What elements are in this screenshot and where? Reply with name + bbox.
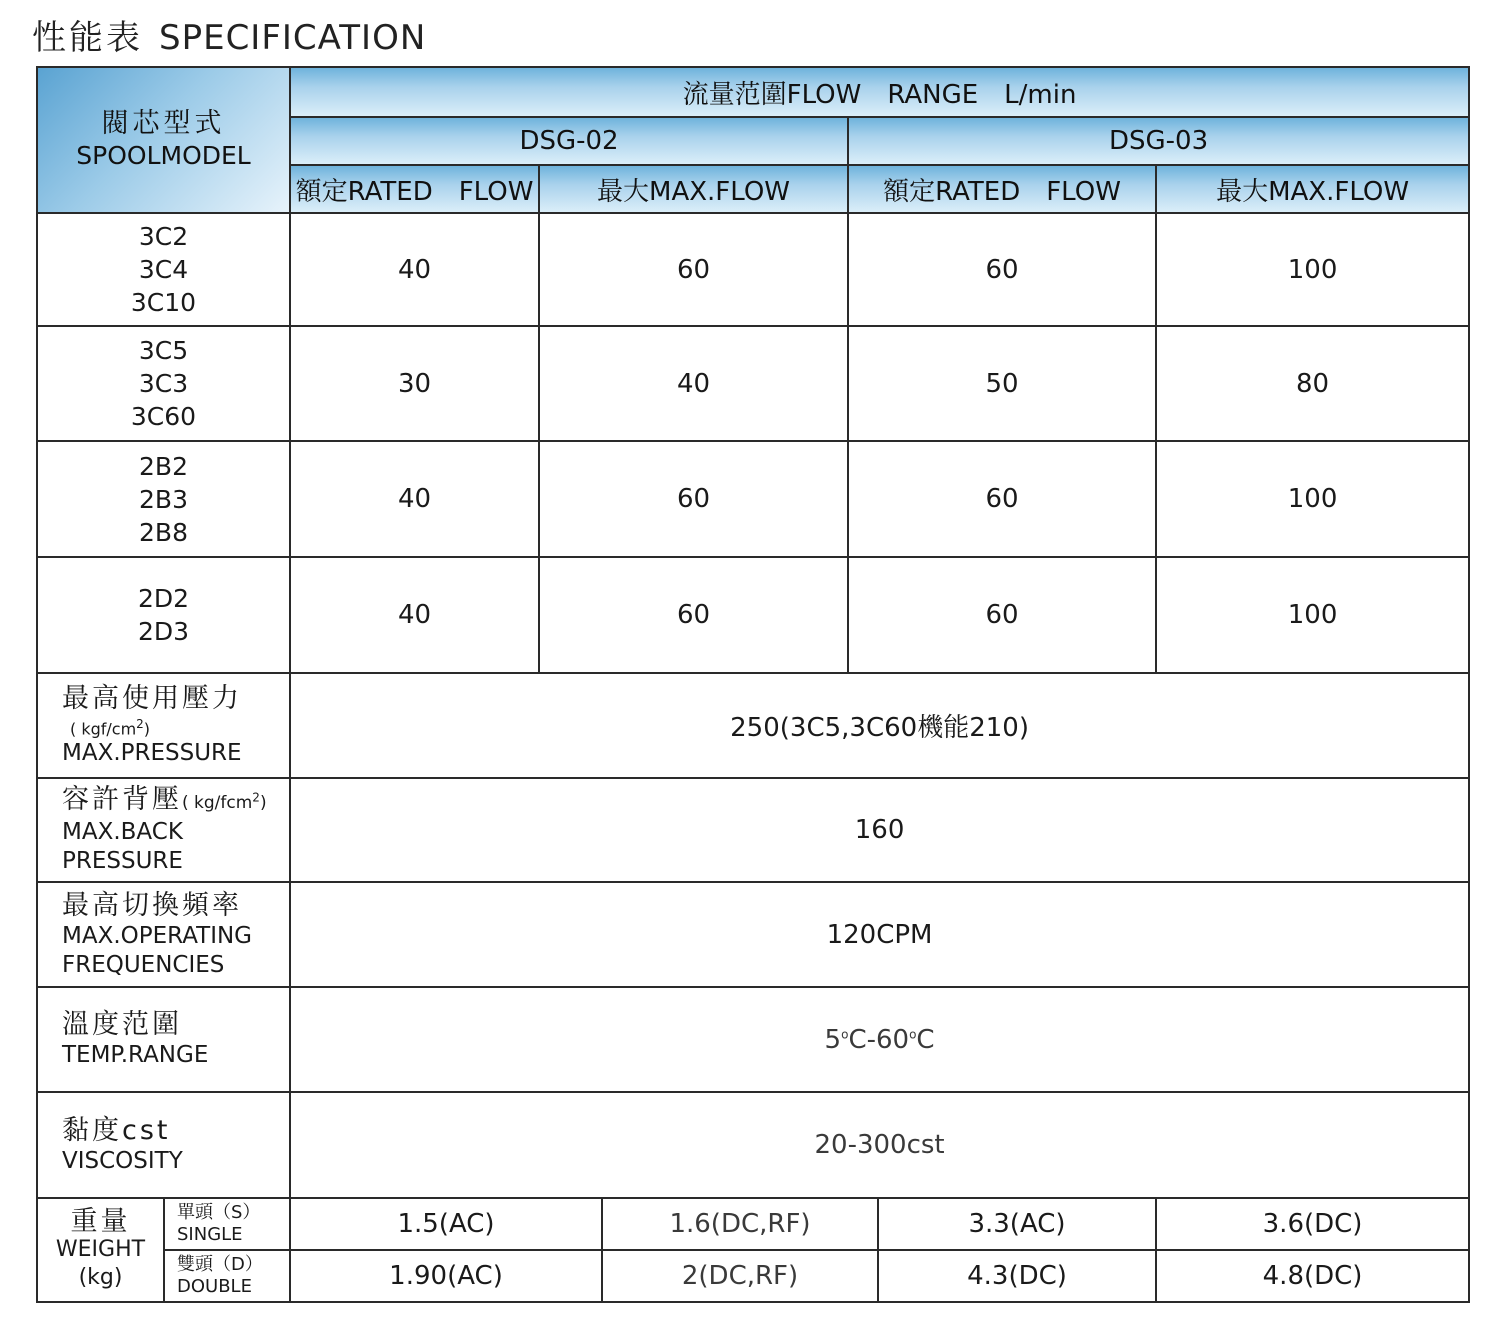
temperature-value (290, 987, 1469, 1092)
back-pressure-label-zh: 容許背壓 (62, 784, 182, 816)
spool-code: 3C2 (138, 222, 189, 251)
page-title-en: SPECIFICATION (159, 18, 427, 58)
table-row (37, 441, 1469, 557)
table-row (37, 326, 1469, 441)
frequency-label (37, 882, 290, 987)
frequency-label-zh: 最高切換頻率 (62, 889, 242, 921)
max-flow-header: 最大MAX.FLOW (539, 165, 848, 213)
single-label (164, 1198, 290, 1250)
spool-cell (37, 326, 290, 441)
spec-row-pressure (37, 673, 1469, 778)
weight-value: 1.6(DC,RF) (602, 1198, 878, 1250)
flow-value: 60 (539, 213, 848, 326)
back-pressure-label-en2: PRESSURE (62, 848, 183, 875)
spec-row-back-pressure (37, 778, 1469, 882)
flow-value: 80 (1156, 326, 1469, 441)
spec-row-viscosity (37, 1092, 1469, 1198)
flow-value: 60 (848, 441, 1156, 557)
back-pressure-value: 160 (290, 778, 1469, 882)
viscosity-label (37, 1092, 290, 1198)
spool-code: 2D2 (137, 584, 190, 613)
flow-value: 30 (290, 326, 539, 441)
double-label-zh: 雙頭（D） (177, 1254, 263, 1275)
weight-row-double (37, 1250, 1469, 1302)
rated-flow-header: 額定RATED FLOW (848, 165, 1156, 213)
flow-value: 60 (848, 213, 1156, 326)
flow-value: 100 (1156, 213, 1469, 326)
weight-value: 4.8(DC) (1156, 1250, 1469, 1302)
specification-table (36, 66, 1470, 1303)
weight-value: 3.3(AC) (878, 1198, 1156, 1250)
pressure-unit-sup: 2 (136, 717, 144, 732)
spool-model-header-zh: 閥芯型式 (101, 108, 226, 139)
pressure-label-en: MAX.PRESSURE (62, 739, 242, 766)
spool-code: 3C3 (138, 369, 189, 398)
spool-code: 3C60 (130, 402, 197, 431)
weight-label-zh: 重量 (70, 1206, 131, 1237)
weight-label (37, 1198, 164, 1302)
flow-value: 40 (290, 441, 539, 557)
temperature-label-zh: 溫度范圍 (62, 1009, 182, 1040)
weight-label-en: WEIGHT (55, 1237, 146, 1262)
spec-row-temperature (37, 987, 1469, 1092)
back-pressure-unit-end: ) (259, 793, 267, 814)
pressure-unit-end: ) (143, 719, 151, 739)
rated-flow-header: 額定RATED FLOW (290, 165, 539, 213)
spool-code: 3C5 (138, 336, 189, 365)
viscosity-label-en: VISCOSITY (62, 1147, 183, 1174)
spool-code: 2B8 (139, 517, 188, 547)
back-pressure-unit-text: ( kg/fcm (182, 793, 253, 814)
model-header-dsg03: DSG-03 (848, 117, 1469, 165)
spool-code: 3C10 (130, 288, 197, 317)
viscosity-label-zh: 黏度cst (62, 1114, 171, 1146)
spool-code: 3C4 (138, 255, 189, 284)
flow-value: 100 (1156, 557, 1469, 673)
flow-value: 50 (848, 326, 1156, 441)
temperature-value-c: C (916, 1024, 935, 1055)
back-pressure-unit (182, 790, 267, 814)
frequency-label-en2: FREQUENCIES (62, 951, 225, 978)
double-label (164, 1250, 290, 1302)
temperature-value-b: C-60 (848, 1024, 910, 1055)
page-title (32, 14, 426, 62)
weight-row-single (37, 1198, 1469, 1250)
pressure-unit-text: ( kgf/cm (70, 719, 137, 739)
flow-value: 60 (848, 557, 1156, 673)
back-pressure-label (37, 778, 290, 882)
flow-value: 60 (539, 557, 848, 673)
back-pressure-label-en1: MAX.BACK (62, 819, 183, 846)
table-row (37, 213, 1469, 326)
single-label-en: SINGLE (177, 1224, 243, 1245)
degree-mark: o (909, 1026, 917, 1041)
weight-value: 2(DC,RF) (602, 1250, 878, 1302)
flow-value: 100 (1156, 441, 1469, 557)
spool-code: 2B3 (139, 484, 188, 514)
pressure-unit (62, 715, 289, 738)
spool-cell (37, 441, 290, 557)
temperature-value-a: 5 (824, 1024, 842, 1055)
flow-value: 60 (539, 441, 848, 557)
flow-value: 40 (290, 557, 539, 673)
pressure-value: 250(3C5,3C60機能210) (290, 673, 1469, 778)
back-pressure-unit-sup: 2 (252, 790, 260, 805)
weight-value: 1.5(AC) (290, 1198, 602, 1250)
model-header-dsg02: DSG-02 (290, 117, 848, 165)
frequency-label-en1: MAX.OPERATING (62, 922, 253, 949)
page-title-zh: 性能表 (32, 18, 143, 58)
weight-value: 1.90(AC) (290, 1250, 602, 1302)
spool-cell (37, 213, 290, 326)
spool-cell (37, 557, 290, 673)
temperature-label (37, 987, 290, 1092)
flow-value: 40 (290, 213, 539, 326)
pressure-label (37, 673, 290, 778)
table-row (37, 557, 1469, 673)
weight-label-unit: (kg) (78, 1265, 123, 1290)
flow-range-header: 流量范圍FLOW RANGE L/min (290, 67, 1469, 117)
spec-row-frequency (37, 882, 1469, 987)
max-flow-header: 最大MAX.FLOW (1156, 165, 1469, 213)
spool-code: 2B2 (139, 451, 188, 481)
spool-model-header (37, 67, 290, 213)
single-label-zh: 單頭（S） (177, 1202, 261, 1223)
spool-code: 2D3 (137, 617, 190, 646)
weight-value: 3.6(DC) (1156, 1198, 1469, 1250)
flow-value: 40 (539, 326, 848, 441)
spool-model-header-en: SPOOLMODEL (76, 141, 251, 170)
viscosity-value: 20-300cst (290, 1092, 1469, 1198)
degree-mark: o (841, 1026, 849, 1041)
temperature-label-en: TEMP.RANGE (62, 1042, 209, 1068)
frequency-value: 120CPM (290, 882, 1469, 987)
pressure-label-zh: 最高使用壓力 (62, 683, 242, 715)
double-label-en: DOUBLE (177, 1276, 252, 1297)
weight-value: 4.3(DC) (878, 1250, 1156, 1302)
